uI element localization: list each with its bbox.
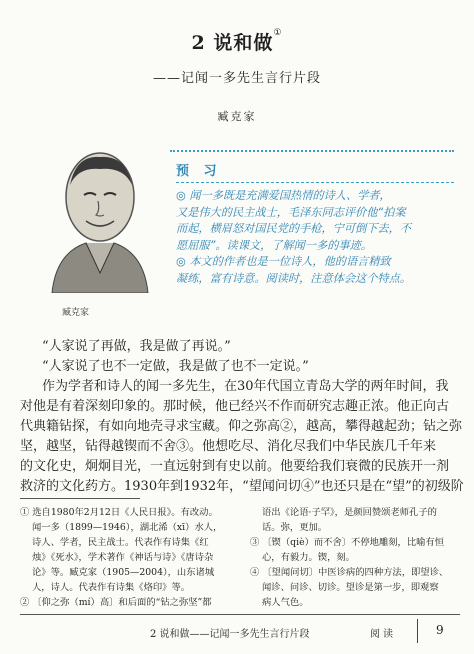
body-line: 对他是有着深刻印象的。那时候，他已经兴不作而研究志趣正浓。他正向古 <box>20 399 450 414</box>
preview-line: 而起，横眉怒对国民党的手枪，宁可倒下去，不 <box>176 222 411 235</box>
preview-line: ◎ 闻一多既是充满爱国热情的诗人、学者， <box>176 189 391 202</box>
footnote-line: 病人气色。 <box>262 597 309 608</box>
subtitle: ——记闻一多先生言行片段 <box>152 71 321 86</box>
footnote-line: 闻诊、问诊、切诊。望诊是第一步，即观察 <box>262 582 439 593</box>
portrait-caption: 臧克家 <box>62 308 90 318</box>
footnote-line: 诗人、学者，民主战士。代表作有诗集《红 <box>32 537 209 548</box>
preview-box <box>170 150 454 300</box>
body-line: “人家说了也不一定做，我是做了也不一定说。” <box>42 359 309 374</box>
body-line: 代典籍钻探，有如向地壳寻求宝藏。仰之弥高②，越高，攀得越起劲；钻之弥 <box>20 419 463 434</box>
footnote-line: ④ 〔望闻问切〕中医诊病的四种方法，即望诊、 <box>250 567 449 578</box>
footnote-line: ③ 〔锲（qiè）而不舍〕不停地雕刻，比喻有恒 <box>250 537 445 548</box>
footnote-rule <box>20 498 140 499</box>
page-number: 9 <box>436 623 444 637</box>
preview-line: ◎ 本文的作者也是一位诗人，他的语言精致 <box>176 255 391 268</box>
footnote-line: 话。弥，更加。 <box>262 522 328 533</box>
running-title: 2 说和做——记闻一多先生言行片段 <box>150 629 310 640</box>
footnote-line: 语出《论语·子罕》，是颜回赞颂老师孔子的 <box>262 507 437 518</box>
author-portrait <box>46 145 154 293</box>
footnote-line: 闻一多（1899—1946），湖北浠（xī）水人， <box>32 522 223 533</box>
body-line: 救济的文化药方。1930年到1932年，“望闻问切④”也还只是在“望”的初级阶 <box>20 479 464 494</box>
title-footnote-mark: ① <box>273 28 283 38</box>
section-label: 阅读 <box>370 629 396 640</box>
preview-line: 愿屈服”。读课文，了解闻一多的事迹。 <box>176 238 372 252</box>
footnote-line: ① 选自1980年2月12日《人民日报》。有改动。 <box>20 507 218 518</box>
body-line: “人家说了再做，我是做了再说。” <box>42 339 231 354</box>
preview-line: 凝练，富有诗意。阅读时，注意体会这个特点。 <box>176 271 411 285</box>
footnote-line: 论》等。臧克家（1905—2004），山东诸城 <box>32 567 215 578</box>
body-line: 坚，越坚，钻得越锲而不舍③。他想吃尽、消化尽我们中华民族几千年来 <box>20 439 437 454</box>
footnote-line: 人，诗人。代表作有诗集《烙印》等。 <box>32 582 191 593</box>
preview-line: 又是伟大的民主战士，毛泽东同志评价他“拍案 <box>176 205 406 219</box>
preview-heading: 预 习 <box>176 164 222 179</box>
footer-rule <box>20 614 460 615</box>
footnote-line: 心，有毅力。锲，刻。 <box>262 552 355 563</box>
author-name: 臧克家 <box>217 110 257 123</box>
footnote-line: ② 〔仰之弥（mí）高〕和后面的“钻之弥坚”都 <box>20 597 212 608</box>
footnote-line: 烛》《死水》，学术著作《神话与诗》《唐诗杂 <box>32 552 214 563</box>
page-title: 2 说和做① <box>191 28 283 54</box>
body-line: 的文化史，炯炯目光，一直远射到有史以前。他要给我们衰微的民族开一剂 <box>20 459 450 474</box>
body-line: 作为学者和诗人的闻一多先生，在30年代国立青岛大学的两年时间，我 <box>42 379 449 394</box>
footer-divider <box>417 619 418 643</box>
preview-divider <box>176 182 454 183</box>
